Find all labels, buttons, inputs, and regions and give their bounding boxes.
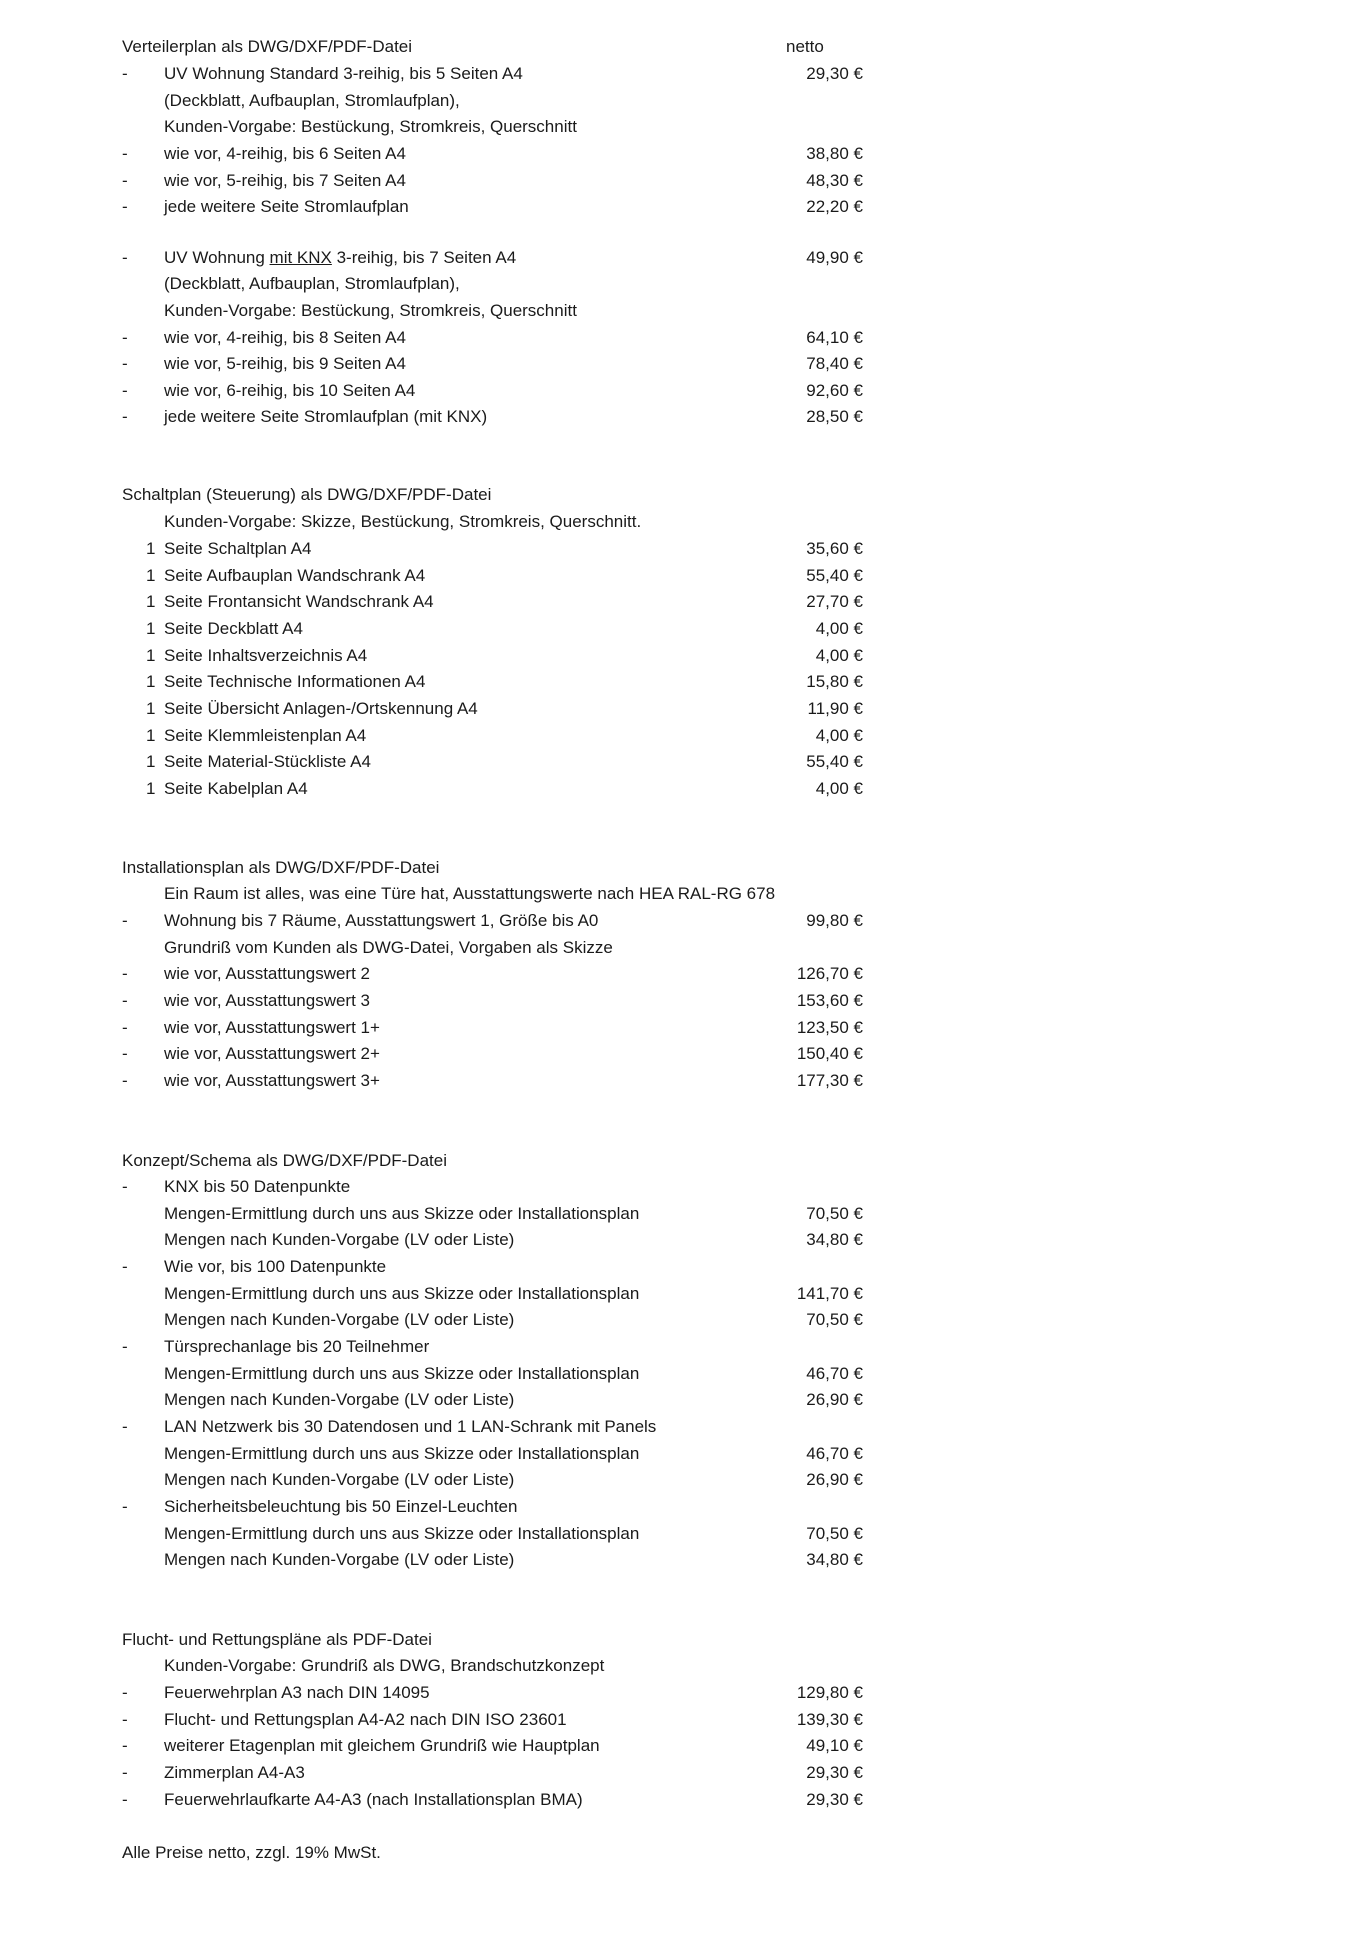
bullet-dash: - — [122, 911, 128, 930]
price-value: 64,10 € — [806, 328, 863, 347]
item-text: jede weitere Seite Stromlaufplan — [164, 197, 409, 216]
section-title: Konzept/Schema als DWG/DXF/PDF-Datei — [122, 1151, 447, 1170]
item-text: wie vor, 4-reihig, bis 6 Seiten A4 — [164, 144, 406, 163]
price-line — [0, 113, 1366, 140]
item-text: wie vor, 5-reihig, bis 7 Seiten A4 — [164, 171, 406, 190]
price-line — [0, 1706, 1366, 1733]
item-text: Feuerwehrplan A3 nach DIN 14095 — [164, 1683, 430, 1702]
item-text: wie vor, 4-reihig, bis 8 Seiten A4 — [164, 328, 406, 347]
item-text: Kunden-Vorgabe: Bestückung, Stromkreis, Querschnitt — [164, 301, 577, 320]
price-line — [0, 535, 1366, 562]
price-value: 29,30 € — [806, 64, 863, 83]
item-text: Seite Material-Stückliste A4 — [164, 752, 371, 771]
item-text: Feuerwehrlaufkarte A4-A3 (nach Installationsplan BMA) — [164, 1790, 583, 1809]
page-count: 1 — [146, 699, 156, 718]
bullet-dash: - — [122, 171, 128, 190]
price-line — [0, 695, 1366, 722]
price-value: 141,70 € — [796, 1284, 863, 1303]
price-line — [0, 642, 1366, 669]
price-value: 35,60 € — [806, 539, 863, 558]
page-count: 1 — [146, 672, 156, 691]
bullet-dash: - — [122, 354, 128, 373]
price-line — [0, 1493, 1366, 1520]
price-value: 27,70 € — [806, 592, 863, 611]
price-line — [0, 722, 1366, 749]
price-line — [0, 1306, 1366, 1333]
price-line — [0, 1732, 1366, 1759]
page-count: 1 — [146, 779, 156, 798]
price-value: 55,40 € — [806, 566, 863, 585]
item-text: Mengen-Ermittlung durch uns aus Skizze oder Installationsplan — [164, 1364, 640, 1383]
price-value: 11,90 € — [807, 699, 863, 718]
item-text: wie vor, Ausstattungswert 3 — [164, 991, 370, 1010]
price-value: 92,60 € — [806, 381, 863, 400]
item-text: wie vor, Ausstattungswert 2+ — [164, 1044, 380, 1063]
price-line — [0, 270, 1366, 297]
price-value: 99,80 € — [806, 911, 863, 930]
price-line — [0, 1040, 1366, 1067]
price-value: 70,50 € — [806, 1204, 863, 1223]
price-line — [0, 1652, 1366, 1679]
price-line — [0, 960, 1366, 987]
item-text: wie vor, Ausstattungswert 1+ — [164, 1018, 380, 1037]
price-value: 46,70 € — [806, 1364, 863, 1383]
price-line — [0, 350, 1366, 377]
item-text: Mengen nach Kunden-Vorgabe (LV oder Liste) — [164, 1310, 515, 1329]
section-heading — [0, 1839, 1366, 1866]
price-line — [0, 880, 1366, 907]
bullet-dash: - — [122, 144, 128, 163]
item-text: Zimmerplan A4-A3 — [164, 1763, 305, 1782]
bullet-dash: - — [122, 991, 128, 1010]
bullet-dash: - — [122, 1710, 128, 1729]
item-text: Wie vor, bis 100 Datenpunkte — [164, 1257, 387, 1276]
price-value: 150,40 € — [796, 1044, 863, 1063]
item-text: (Deckblatt, Aufbauplan, Stromlaufplan), — [164, 274, 460, 293]
price-line — [0, 907, 1366, 934]
item-text-part: UV Wohnung — [164, 248, 270, 267]
price-value: 139,30 € — [796, 1710, 863, 1729]
item-text: Seite Technische Informationen A4 — [164, 672, 426, 691]
bullet-dash: - — [122, 1497, 128, 1516]
section-heading — [0, 1626, 1366, 1653]
section-heading — [0, 481, 1366, 508]
bullet-dash: - — [122, 1683, 128, 1702]
bullet-dash: - — [122, 1417, 128, 1436]
bullet-dash: - — [122, 248, 128, 267]
item-text: wie vor, Ausstattungswert 2 — [164, 964, 370, 983]
page-count: 1 — [146, 752, 156, 771]
section-title: Flucht- und Rettungspläne als PDF-Datei — [122, 1630, 432, 1649]
price-line — [0, 1520, 1366, 1547]
price-value: 177,30 € — [796, 1071, 863, 1090]
item-text: Flucht- und Rettungsplan A4-A2 nach DIN ISO 23601 — [164, 1710, 567, 1729]
price-line — [0, 615, 1366, 642]
price-value: 26,90 € — [806, 1470, 863, 1489]
bullet-dash: - — [122, 1763, 128, 1782]
price-line — [0, 193, 1366, 220]
price-value: 4,00 € — [815, 726, 863, 745]
bullet-dash: - — [122, 1257, 128, 1276]
price-line — [0, 1226, 1366, 1253]
item-text: Seite Frontansicht Wandschrank A4 — [164, 592, 434, 611]
price-line — [0, 1200, 1366, 1227]
price-value: 15,80 € — [806, 672, 863, 691]
price-value: 49,90 € — [806, 248, 863, 267]
price-line — [0, 1440, 1366, 1467]
section-title: Alle Preise netto, zzgl. 19% MwSt. — [122, 1843, 381, 1862]
item-text: wie vor, 6-reihig, bis 10 Seiten A4 — [164, 381, 416, 400]
price-line — [0, 508, 1366, 535]
bullet-dash: - — [122, 381, 128, 400]
price-line — [0, 1786, 1366, 1813]
bullet-dash: - — [122, 964, 128, 983]
price-value: 22,20 € — [806, 197, 863, 216]
item-text: Seite Übersicht Anlagen-/Ortskennung A4 — [164, 699, 478, 718]
item-text: Seite Aufbauplan Wandschrank A4 — [164, 566, 426, 585]
item-text: Mengen nach Kunden-Vorgabe (LV oder Liste) — [164, 1550, 515, 1569]
bullet-dash: - — [122, 1018, 128, 1037]
item-text: Kunden-Vorgabe: Bestückung, Stromkreis, Querschnitt — [164, 117, 577, 136]
item-text: Seite Deckblatt A4 — [164, 619, 303, 638]
item-text: Seite Klemmleistenplan A4 — [164, 726, 367, 745]
price-line — [0, 934, 1366, 961]
price-line — [0, 377, 1366, 404]
page-count: 1 — [146, 619, 156, 638]
price-value: 126,70 € — [796, 964, 863, 983]
price-line — [0, 1360, 1366, 1387]
price-value: 26,90 € — [806, 1390, 863, 1409]
price-line — [0, 1679, 1366, 1706]
price-line — [0, 244, 1366, 271]
item-text: Kunden-Vorgabe: Grundriß als DWG, Brandschutzkonzept — [164, 1656, 605, 1675]
item-text: wie vor, Ausstattungswert 3+ — [164, 1071, 380, 1090]
bullet-dash: - — [122, 64, 128, 83]
price-line — [0, 324, 1366, 351]
item-text — [164, 244, 516, 271]
item-text: Mengen nach Kunden-Vorgabe (LV oder Liste) — [164, 1230, 515, 1249]
item-text: Türsprechanlage bis 20 Teilnehmer — [164, 1337, 430, 1356]
page-count: 1 — [146, 646, 156, 665]
item-text: Ein Raum ist alles, was eine Türe hat, Ausstattungswerte nach HEA RAL-RG 678 — [164, 884, 776, 903]
item-text: Wohnung bis 7 Räume, Ausstattungswert 1, Größe bis A0 — [164, 911, 599, 930]
price-value: 123,50 € — [796, 1018, 863, 1037]
price-line — [0, 1546, 1366, 1573]
bullet-dash: - — [122, 197, 128, 216]
price-value: 48,30 € — [806, 171, 863, 190]
item-text: LAN Netzwerk bis 30 Datendosen und 1 LAN-Schrank mit Panels — [164, 1417, 657, 1436]
price-value: 78,40 € — [806, 354, 863, 373]
price-line — [0, 1413, 1366, 1440]
item-text-part: 3-reihig, bis 7 Seiten A4 — [331, 248, 517, 267]
bullet-dash: - — [122, 1071, 128, 1090]
bullet-dash: - — [122, 407, 128, 426]
bullet-dash: - — [122, 1044, 128, 1063]
price-value: 28,50 € — [806, 407, 863, 426]
price-line — [0, 1253, 1366, 1280]
price-value: 4,00 € — [815, 619, 863, 638]
price-value: 34,80 € — [806, 1230, 863, 1249]
bullet-dash: - — [122, 1337, 128, 1356]
item-text: Grundriß vom Kunden als DWG-Datei, Vorgaben als Skizze — [164, 938, 613, 957]
bullet-dash: - — [122, 1177, 128, 1196]
price-value: 46,70 € — [806, 1444, 863, 1463]
bullet-dash: - — [122, 328, 128, 347]
section-title: Verteilerplan als DWG/DXF/PDF-Datei — [122, 37, 413, 56]
item-text: Mengen-Ermittlung durch uns aus Skizze oder Installationsplan — [164, 1524, 640, 1543]
price-value: 4,00 € — [815, 779, 863, 798]
page-count: 1 — [146, 539, 156, 558]
price-line — [0, 1466, 1366, 1493]
price-line — [0, 1759, 1366, 1786]
item-text: Mengen-Ermittlung durch uns aus Skizze oder Installationsplan — [164, 1444, 640, 1463]
price-value: 34,80 € — [806, 1550, 863, 1569]
item-text: UV Wohnung Standard 3-reihig, bis 5 Seiten A4 — [164, 64, 523, 83]
price-line — [0, 987, 1366, 1014]
price-line — [0, 140, 1366, 167]
item-text: weiterer Etagenplan mit gleichem Grundriß wie Hauptplan — [164, 1736, 600, 1755]
section-heading — [0, 854, 1366, 881]
price-line — [0, 668, 1366, 695]
price-value: 29,30 € — [806, 1790, 863, 1809]
section-heading — [0, 33, 1366, 60]
item-text: Sicherheitsbeleuchtung bis 50 Einzel-Leuchten — [164, 1497, 518, 1516]
price-line — [0, 87, 1366, 114]
price-line — [0, 297, 1366, 324]
item-text: (Deckblatt, Aufbauplan, Stromlaufplan), — [164, 91, 460, 110]
bullet-dash: - — [122, 1736, 128, 1755]
price-line — [0, 1067, 1366, 1094]
section-title: Schaltplan (Steuerung) als DWG/DXF/PDF-Datei — [122, 485, 492, 504]
item-text: Mengen-Ermittlung durch uns aus Skizze oder Installationsplan — [164, 1204, 640, 1223]
price-line — [0, 167, 1366, 194]
netto-column-header: netto — [786, 37, 824, 56]
price-value: 49,10 € — [806, 1736, 863, 1755]
item-text: Kunden-Vorgabe: Skizze, Bestückung, Stromkreis, Querschnitt. — [164, 512, 642, 531]
item-text: jede weitere Seite Stromlaufplan (mit KNX) — [164, 407, 488, 426]
price-value: 153,60 € — [796, 991, 863, 1010]
price-line — [0, 403, 1366, 430]
price-value: 129,80 € — [796, 1683, 863, 1702]
price-value: 4,00 € — [815, 646, 863, 665]
price-line — [0, 1280, 1366, 1307]
underlined-text: mit KNX — [269, 248, 332, 267]
price-value: 55,40 € — [806, 752, 863, 771]
item-text: Seite Schaltplan A4 — [164, 539, 312, 558]
page-count: 1 — [146, 592, 156, 611]
item-text: wie vor, 5-reihig, bis 9 Seiten A4 — [164, 354, 406, 373]
bullet-dash: - — [122, 1790, 128, 1809]
price-line — [0, 1014, 1366, 1041]
price-line — [0, 562, 1366, 589]
price-value: 29,30 € — [806, 1763, 863, 1782]
page-count: 1 — [146, 726, 156, 745]
item-text: Seite Kabelplan A4 — [164, 779, 308, 798]
price-value: 70,50 € — [806, 1310, 863, 1329]
price-line — [0, 748, 1366, 775]
price-value: 38,80 € — [806, 144, 863, 163]
item-text: Mengen nach Kunden-Vorgabe (LV oder Liste) — [164, 1470, 515, 1489]
item-text: KNX bis 50 Datenpunkte — [164, 1177, 351, 1196]
price-line — [0, 1386, 1366, 1413]
price-line — [0, 1173, 1366, 1200]
price-line — [0, 1333, 1366, 1360]
item-text: Seite Inhaltsverzeichnis A4 — [164, 646, 368, 665]
price-value: 70,50 € — [806, 1524, 863, 1543]
item-text: Mengen-Ermittlung durch uns aus Skizze oder Installationsplan — [164, 1284, 640, 1303]
section-title: Installationsplan als DWG/DXF/PDF-Datei — [122, 858, 440, 877]
price-line — [0, 588, 1366, 615]
price-line — [0, 60, 1366, 87]
price-line — [0, 775, 1366, 802]
item-text: Mengen nach Kunden-Vorgabe (LV oder Liste) — [164, 1390, 515, 1409]
page-count: 1 — [146, 566, 156, 585]
section-heading — [0, 1147, 1366, 1174]
